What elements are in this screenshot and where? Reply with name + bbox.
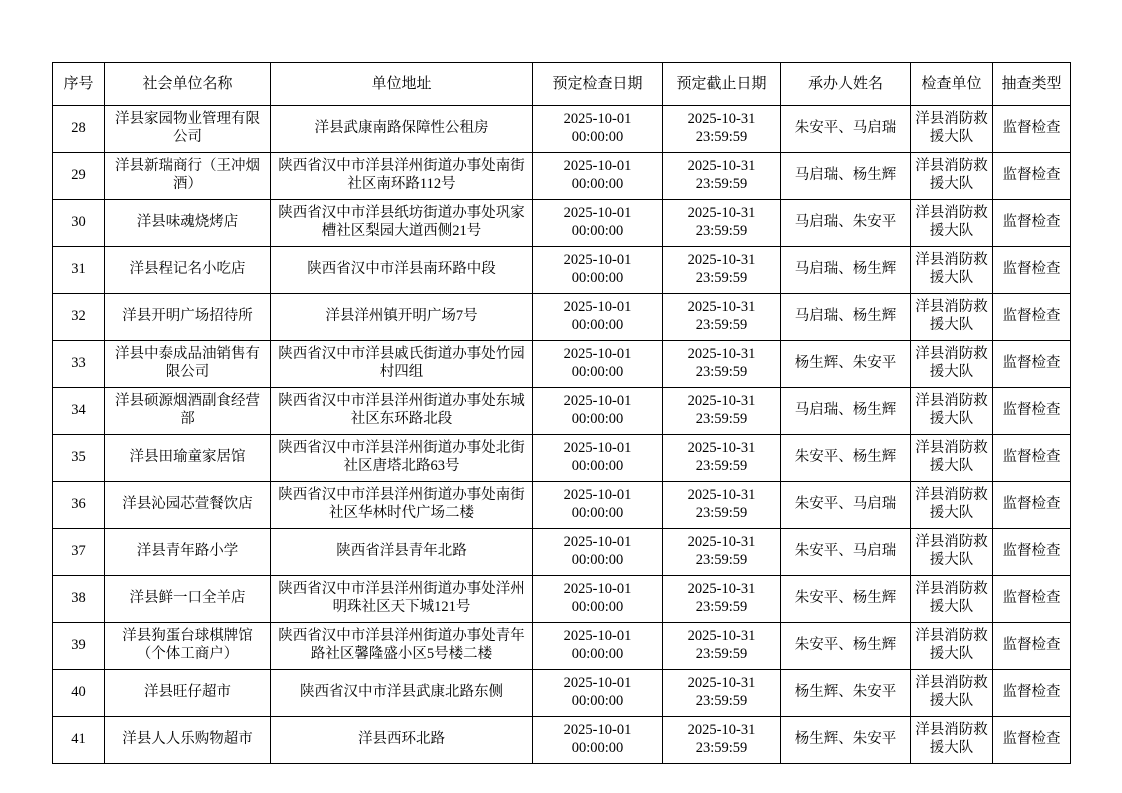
cell-person: 朱安平、杨生辉 [781, 576, 911, 623]
table-row [53, 341, 1071, 388]
scheduled-time-value: 00:00:00 [571, 317, 624, 333]
table-row [53, 623, 1071, 670]
cell-unit-name: 洋县人人乐购物超市 [105, 717, 271, 764]
deadline-time-value: 23:59:59 [695, 505, 748, 521]
cell-deadline-date [663, 200, 781, 247]
deadline-date-value: 2025-10-31 [687, 628, 756, 645]
cell-unit-address: 陕西省汉中市洋县洋州街道办事处北街社区唐塔北路63号 [271, 435, 533, 482]
table-row [53, 482, 1071, 529]
cell-no: 36 [53, 482, 105, 529]
inspection-table-container [52, 62, 1070, 764]
column-header-check-type: 抽查类型 [993, 63, 1071, 106]
cell-deadline-date [663, 247, 781, 294]
cell-scheduled-date [533, 106, 663, 153]
table-row [53, 529, 1071, 576]
cell-person: 杨生辉、朱安平 [781, 670, 911, 717]
deadline-time-value: 23:59:59 [695, 693, 748, 709]
cell-unit-name: 洋县鲜一口全羊店 [105, 576, 271, 623]
scheduled-date-value: 2025-10-01 [563, 487, 632, 504]
cell-scheduled-date [533, 623, 663, 670]
cell-person: 马启瑞、杨生辉 [781, 388, 911, 435]
cell-unit-address: 洋县武康南路保障性公租房 [271, 106, 533, 153]
cell-no: 34 [53, 388, 105, 435]
cell-unit-name: 洋县旺仔超市 [105, 670, 271, 717]
scheduled-time-value: 00:00:00 [571, 458, 624, 474]
cell-unit-address: 陕西省汉中市洋县洋州街道办事处洋州明珠社区天下城121号 [271, 576, 533, 623]
table-row [53, 717, 1071, 764]
cell-unit-name: 洋县程记名小吃店 [105, 247, 271, 294]
column-header-scheduled-date: 预定检查日期 [533, 63, 663, 106]
cell-person: 马启瑞、朱安平 [781, 200, 911, 247]
cell-person: 朱安平、马启瑞 [781, 106, 911, 153]
cell-person: 朱安平、杨生辉 [781, 623, 911, 670]
cell-check-type: 监督检查 [993, 388, 1071, 435]
cell-unit-address: 陕西省汉中市洋县纸坊街道办事处巩家槽社区梨园大道西侧21号 [271, 200, 533, 247]
cell-person: 马启瑞、杨生辉 [781, 153, 911, 200]
cell-inspection-org: 洋县消防救援大队 [911, 670, 993, 717]
column-header-inspection-org: 检查单位 [911, 63, 993, 106]
cell-scheduled-date [533, 482, 663, 529]
column-header-person: 承办人姓名 [781, 63, 911, 106]
cell-deadline-date [663, 388, 781, 435]
cell-unit-name: 洋县家园物业管理有限公司 [105, 106, 271, 153]
cell-unit-address: 陕西省汉中市洋县武康北路东侧 [271, 670, 533, 717]
cell-no: 39 [53, 623, 105, 670]
cell-unit-name: 洋县硕源烟酒副食经营部 [105, 388, 271, 435]
deadline-time-value: 23:59:59 [695, 176, 748, 192]
cell-no: 38 [53, 576, 105, 623]
cell-check-type: 监督检查 [993, 529, 1071, 576]
cell-inspection-org: 洋县消防救援大队 [911, 341, 993, 388]
cell-unit-name: 洋县青年路小学 [105, 529, 271, 576]
cell-unit-name: 洋县新瑞商行（王冲烟酒） [105, 153, 271, 200]
cell-unit-name: 洋县田瑜童家居馆 [105, 435, 271, 482]
cell-no: 28 [53, 106, 105, 153]
scheduled-time-value: 00:00:00 [571, 129, 624, 145]
table-row [53, 247, 1071, 294]
scheduled-date-value: 2025-10-01 [563, 393, 632, 410]
table-body [53, 106, 1071, 764]
cell-check-type: 监督检查 [993, 717, 1071, 764]
cell-person: 杨生辉、朱安平 [781, 717, 911, 764]
table-row [53, 670, 1071, 717]
deadline-date-value: 2025-10-31 [687, 581, 756, 598]
deadline-time-value: 23:59:59 [695, 599, 748, 615]
deadline-date-value: 2025-10-31 [687, 487, 756, 504]
cell-scheduled-date [533, 670, 663, 717]
scheduled-date-value: 2025-10-01 [563, 675, 632, 692]
deadline-date-value: 2025-10-31 [687, 722, 756, 739]
cell-no: 31 [53, 247, 105, 294]
deadline-time-value: 23:59:59 [695, 458, 748, 474]
cell-check-type: 监督检查 [993, 341, 1071, 388]
cell-scheduled-date [533, 341, 663, 388]
cell-check-type: 监督检查 [993, 435, 1071, 482]
cell-unit-name: 洋县味魂烧烤店 [105, 200, 271, 247]
scheduled-time-value: 00:00:00 [571, 270, 624, 286]
cell-person: 杨生辉、朱安平 [781, 341, 911, 388]
cell-unit-address: 陕西省汉中市洋县洋州街道办事处东城社区东环路北段 [271, 388, 533, 435]
cell-inspection-org: 洋县消防救援大队 [911, 435, 993, 482]
column-header-unit-name: 社会单位名称 [105, 63, 271, 106]
cell-scheduled-date [533, 200, 663, 247]
cell-person: 马启瑞、杨生辉 [781, 247, 911, 294]
deadline-date-value: 2025-10-31 [687, 252, 756, 269]
cell-check-type: 监督检查 [993, 670, 1071, 717]
deadline-date-value: 2025-10-31 [687, 534, 756, 551]
deadline-time-value: 23:59:59 [695, 223, 748, 239]
cell-inspection-org: 洋县消防救援大队 [911, 576, 993, 623]
cell-inspection-org: 洋县消防救援大队 [911, 294, 993, 341]
table-header-row [53, 63, 1071, 106]
cell-inspection-org: 洋县消防救援大队 [911, 529, 993, 576]
cell-scheduled-date [533, 388, 663, 435]
cell-person: 朱安平、马启瑞 [781, 482, 911, 529]
scheduled-date-value: 2025-10-01 [563, 205, 632, 222]
table-row [53, 388, 1071, 435]
scheduled-time-value: 00:00:00 [571, 223, 624, 239]
deadline-date-value: 2025-10-31 [687, 158, 756, 175]
table-row [53, 576, 1071, 623]
deadline-date-value: 2025-10-31 [687, 111, 756, 128]
inspection-table [52, 62, 1071, 764]
scheduled-date-value: 2025-10-01 [563, 534, 632, 551]
scheduled-time-value: 00:00:00 [571, 646, 624, 662]
cell-unit-address: 陕西省汉中市洋县洋州街道办事处南街社区华林时代广场二楼 [271, 482, 533, 529]
cell-inspection-org: 洋县消防救援大队 [911, 247, 993, 294]
cell-scheduled-date [533, 247, 663, 294]
table-row [53, 200, 1071, 247]
cell-inspection-org: 洋县消防救援大队 [911, 106, 993, 153]
scheduled-date-value: 2025-10-01 [563, 722, 632, 739]
scheduled-date-value: 2025-10-01 [563, 299, 632, 316]
deadline-time-value: 23:59:59 [695, 740, 748, 756]
deadline-time-value: 23:59:59 [695, 317, 748, 333]
cell-no: 37 [53, 529, 105, 576]
cell-deadline-date [663, 576, 781, 623]
cell-unit-address: 陕西省洋县青年北路 [271, 529, 533, 576]
cell-no: 33 [53, 341, 105, 388]
cell-deadline-date [663, 623, 781, 670]
cell-no: 35 [53, 435, 105, 482]
cell-scheduled-date [533, 576, 663, 623]
scheduled-date-value: 2025-10-01 [563, 346, 632, 363]
scheduled-date-value: 2025-10-01 [563, 111, 632, 128]
column-header-no: 序号 [53, 63, 105, 106]
cell-person: 朱安平、马启瑞 [781, 529, 911, 576]
cell-deadline-date [663, 435, 781, 482]
column-header-unit-address: 单位地址 [271, 63, 533, 106]
cell-deadline-date [663, 341, 781, 388]
scheduled-time-value: 00:00:00 [571, 505, 624, 521]
table-row [53, 294, 1071, 341]
cell-unit-address: 洋县西环北路 [271, 717, 533, 764]
scheduled-date-value: 2025-10-01 [563, 440, 632, 457]
cell-check-type: 监督检查 [993, 200, 1071, 247]
deadline-time-value: 23:59:59 [695, 411, 748, 427]
cell-check-type: 监督检查 [993, 482, 1071, 529]
cell-scheduled-date [533, 153, 663, 200]
cell-check-type: 监督检查 [993, 576, 1071, 623]
cell-no: 41 [53, 717, 105, 764]
scheduled-date-value: 2025-10-01 [563, 252, 632, 269]
cell-unit-name: 洋县狗蛋台球棋牌馆（个体工商户） [105, 623, 271, 670]
scheduled-time-value: 00:00:00 [571, 740, 624, 756]
cell-unit-name: 洋县沁园芯萱餐饮店 [105, 482, 271, 529]
cell-deadline-date [663, 482, 781, 529]
cell-check-type: 监督检查 [993, 106, 1071, 153]
cell-check-type: 监督检查 [993, 623, 1071, 670]
cell-check-type: 监督检查 [993, 247, 1071, 294]
cell-person: 朱安平、杨生辉 [781, 435, 911, 482]
scheduled-time-value: 00:00:00 [571, 364, 624, 380]
cell-inspection-org: 洋县消防救援大队 [911, 200, 993, 247]
cell-check-type: 监督检查 [993, 153, 1071, 200]
cell-no: 29 [53, 153, 105, 200]
deadline-time-value: 23:59:59 [695, 552, 748, 568]
scheduled-date-value: 2025-10-01 [563, 158, 632, 175]
deadline-date-value: 2025-10-31 [687, 440, 756, 457]
cell-unit-address: 陕西省汉中市洋县南环路中段 [271, 247, 533, 294]
cell-unit-name: 洋县开明广场招待所 [105, 294, 271, 341]
cell-unit-address: 洋县洋州镇开明广场7号 [271, 294, 533, 341]
cell-unit-address: 陕西省汉中市洋县洋州街道办事处青年路社区馨隆盛小区5号楼二楼 [271, 623, 533, 670]
cell-inspection-org: 洋县消防救援大队 [911, 482, 993, 529]
cell-check-type: 监督检查 [993, 294, 1071, 341]
deadline-time-value: 23:59:59 [695, 270, 748, 286]
scheduled-date-value: 2025-10-01 [563, 581, 632, 598]
cell-unit-address: 陕西省汉中市洋县洋州街道办事处南街社区南环路112号 [271, 153, 533, 200]
cell-person: 马启瑞、杨生辉 [781, 294, 911, 341]
cell-scheduled-date [533, 717, 663, 764]
cell-unit-address: 陕西省汉中市洋县戚氏街道办事处竹园村四组 [271, 341, 533, 388]
deadline-date-value: 2025-10-31 [687, 393, 756, 410]
cell-deadline-date [663, 529, 781, 576]
cell-inspection-org: 洋县消防救援大队 [911, 388, 993, 435]
cell-deadline-date [663, 106, 781, 153]
cell-unit-name: 洋县中泰成品油销售有限公司 [105, 341, 271, 388]
deadline-date-value: 2025-10-31 [687, 299, 756, 316]
cell-inspection-org: 洋县消防救援大队 [911, 153, 993, 200]
cell-no: 32 [53, 294, 105, 341]
column-header-deadline-date: 预定截止日期 [663, 63, 781, 106]
cell-scheduled-date [533, 435, 663, 482]
cell-deadline-date [663, 670, 781, 717]
cell-inspection-org: 洋县消防救援大队 [911, 717, 993, 764]
scheduled-time-value: 00:00:00 [571, 693, 624, 709]
deadline-date-value: 2025-10-31 [687, 205, 756, 222]
table-header [53, 63, 1071, 106]
deadline-time-value: 23:59:59 [695, 364, 748, 380]
cell-scheduled-date [533, 294, 663, 341]
scheduled-time-value: 00:00:00 [571, 552, 624, 568]
cell-no: 30 [53, 200, 105, 247]
deadline-date-value: 2025-10-31 [687, 346, 756, 363]
deadline-time-value: 23:59:59 [695, 646, 748, 662]
scheduled-time-value: 00:00:00 [571, 176, 624, 192]
deadline-date-value: 2025-10-31 [687, 675, 756, 692]
cell-deadline-date [663, 717, 781, 764]
table-row [53, 106, 1071, 153]
scheduled-time-value: 00:00:00 [571, 599, 624, 615]
scheduled-date-value: 2025-10-01 [563, 628, 632, 645]
cell-deadline-date [663, 294, 781, 341]
cell-deadline-date [663, 153, 781, 200]
table-row [53, 153, 1071, 200]
cell-scheduled-date [533, 529, 663, 576]
scheduled-time-value: 00:00:00 [571, 411, 624, 427]
cell-no: 40 [53, 670, 105, 717]
deadline-time-value: 23:59:59 [695, 129, 748, 145]
cell-inspection-org: 洋县消防救援大队 [911, 623, 993, 670]
table-row [53, 435, 1071, 482]
